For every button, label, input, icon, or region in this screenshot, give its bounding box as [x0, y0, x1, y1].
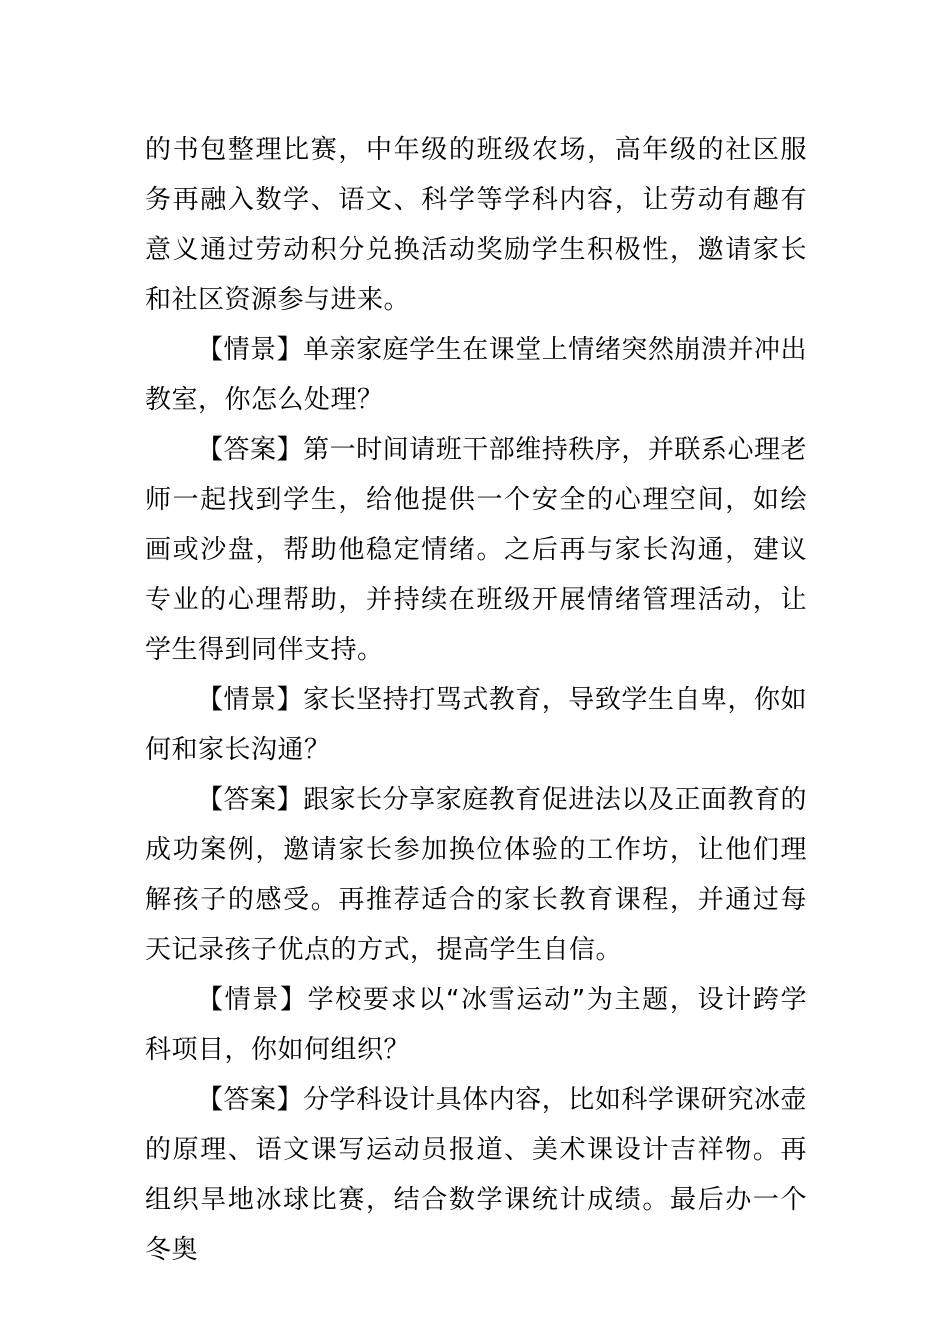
paragraph-scenario-1: 【情景】单亲家庭学生在课堂上情绪突然崩溃并冲出教室，你怎么处理？ — [145, 335, 807, 415]
paragraph-scenario-3: 【情景】学校要求以“冰雪运动”为主题，设计跨学科项目，你如何组织？ — [145, 985, 807, 1065]
document-body — [145, 125, 807, 1275]
paragraph-answer-1: 【答案】第一时间请班干部维持秩序，并联系心理老师一起找到学生，给他提供一个安全的心理空间，如绘画或沙盘，帮助他稳定情绪。之后再与家长沟通，建议专业的心理帮助，并持续在班级开展情绪管理活动，让学生得到同伴支持。 — [145, 435, 807, 665]
paragraph-answer-2: 【答案】跟家长分享家庭教育促进法以及正面教育的成功案例，邀请家长参加换位体验的工作坊，让他们理解孩子的感受。再推荐适合的家长教育课程，并通过每天记录孩子优点的方式，提高学生自信。 — [145, 785, 807, 965]
paragraph-answer-3: 【答案】分学科设计具体内容，比如科学课研究冰壶的原理、语文课写运动员报道、美术课设计吉祥物。再组织旱地冰球比赛，结合数学课统计成绩。最后办一个冬奥 — [145, 1085, 807, 1265]
paragraph-continued: 的书包整理比赛，中年级的班级农场，高年级的社区服务再融入数学、语文、科学等学科内容，让劳动有趣有意义通过劳动积分兑换活动奖励学生积极性，邀请家长和社区资源参与进来。 — [145, 135, 807, 315]
paragraph-scenario-2: 【情景】家长坚持打骂式教育，导致学生自卑，你如何和家长沟通？ — [145, 685, 807, 765]
